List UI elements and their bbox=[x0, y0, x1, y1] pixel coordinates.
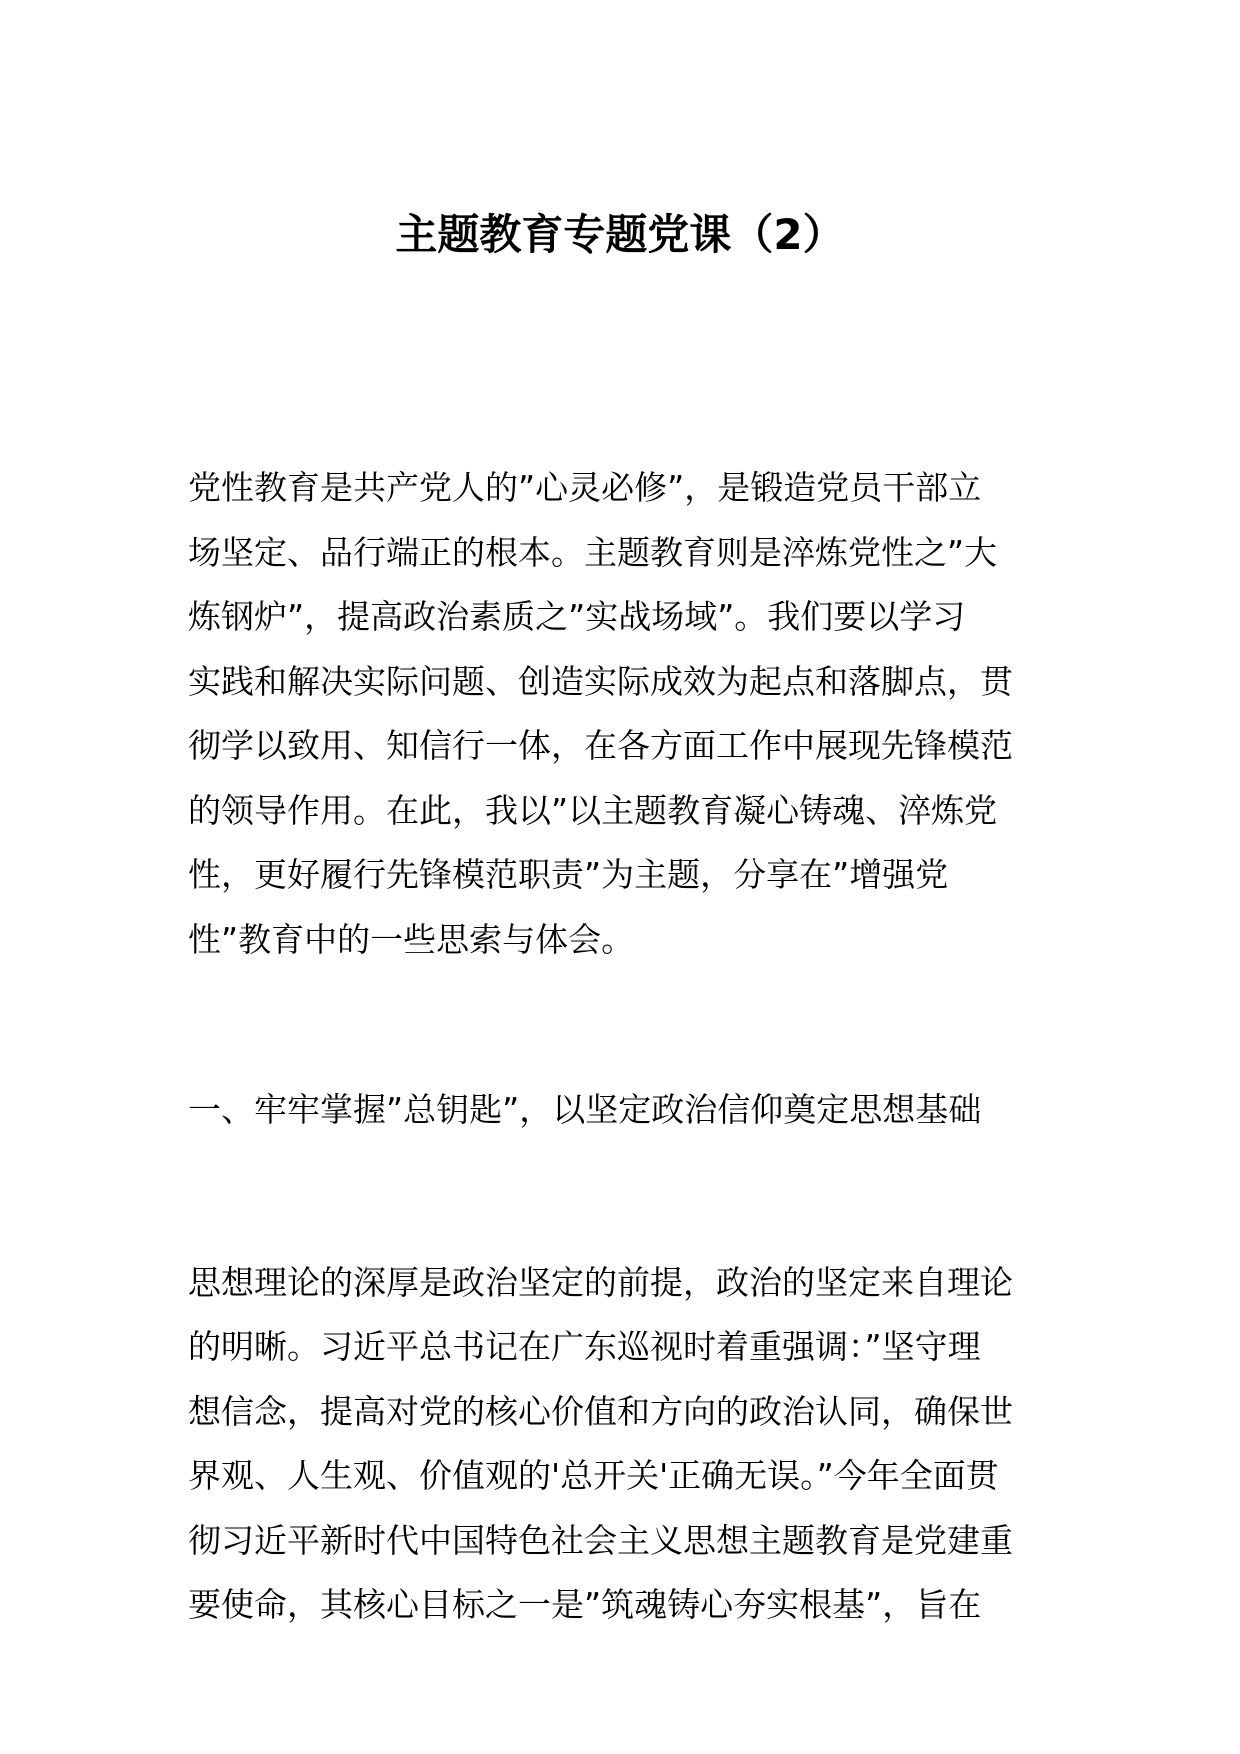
paragraph-line: 的领导作用。在此，我以”以主题教育凝心铸魂、淬炼党 bbox=[188, 790, 998, 830]
document-title: 主题教育专题党课（2） bbox=[395, 210, 845, 259]
paragraph-line: 党性教育是共产党人的”心灵必修”，是锻造党员干部立 bbox=[188, 468, 982, 507]
paragraph-line: 炼钢炉”，提高政治素质之”实战场域”。我们要以学习 bbox=[188, 597, 966, 636]
paragraph-line: 彻学以致用、知信行一体，在各方面工作中展现先锋模范 bbox=[188, 726, 1013, 765]
paragraph-line: 思想理论的深厚是政治坚定的前提，政治的坚定来自理论 bbox=[188, 1262, 1013, 1302]
paragraph-line: 性”教育中的一些思索与体会。 bbox=[188, 919, 635, 959]
paragraph-line: 要使命，其核心目标之一是”筑魂铸心夯实根基”，旨在 bbox=[188, 1585, 982, 1624]
paragraph-spacer bbox=[188, 972, 1048, 1078]
paragraph-line: 想信念，提高对党的核心价值和方向的政治认同，确保世 bbox=[188, 1391, 1013, 1431]
section-heading: 一、牢牢掌握”总钥匙”，以坚定政治信仰奠定思想基础 bbox=[188, 1090, 982, 1129]
section-paragraph bbox=[188, 1251, 1048, 1638]
intro-paragraph bbox=[188, 456, 1048, 972]
paragraph-line: 性，更好履行先锋模范职责”为主题，分享在”增强党 bbox=[188, 855, 949, 894]
paragraph-line: 界观、人生观、价值观的'总开关'正确无误。”今年全面贯 bbox=[188, 1456, 999, 1495]
paragraph-line: 彻习近平新时代中国特色社会主义思想主题教育是党建重 bbox=[188, 1520, 1013, 1560]
paragraph-line: 实践和解决实际问题、创造实际成效为起点和落脚点，贯 bbox=[188, 661, 1013, 701]
paragraph-line: 场坚定、品行端正的根本。主题教育则是淬炼党性之”大 bbox=[188, 532, 998, 572]
paragraph-spacer bbox=[188, 1143, 1048, 1251]
document-body bbox=[188, 456, 1048, 1638]
paragraph-line: 的明晰。习近平总书记在广东巡视时着重强调：”坚守理 bbox=[188, 1327, 981, 1366]
